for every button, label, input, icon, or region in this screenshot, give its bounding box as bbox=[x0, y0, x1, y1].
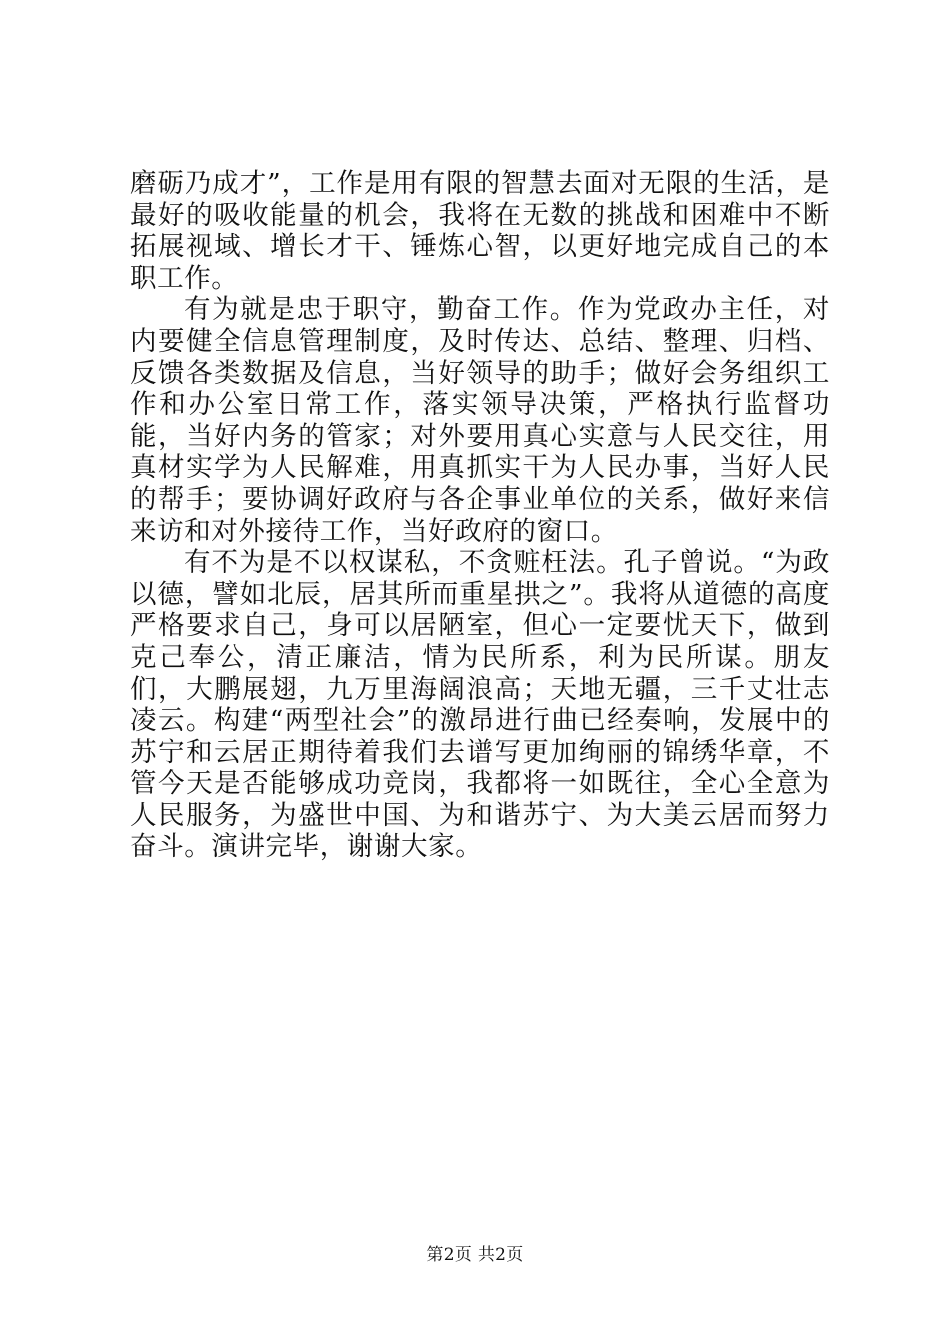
paragraph-3: 有不为是不以权谋私，不贪赃枉法。孔子曾说。“为政以德，譬如北辰，居其所而重星拱之”。我将从道德的高度严格要求自己，身可以居陋室，但心一定要忧天下，做到克己奉公，清正廉洁，情为民所系，利为民所谋。朋友们，大鹏展翅，九万里海阔浪高；天地无疆，三千丈壮志凌云。构建“两型社会”的激昂进行曲已经奏响，发展中的苏宁和云居正期待着我们去谱写更加绚丽的锦绣华章，不管今天是否能够成功竞岗，我都将一如既往，全心全意为人民服务，为盛世中国、为和谐苏宁、为大美云居而努力奋斗。演讲完毕，谢谢大家。 bbox=[130, 547, 830, 863]
paragraph-1: 磨砺乃成才”，工作是用有限的智慧去面对无限的生活，是最好的吸收能量的机会，我将在无数的挑战和困难中不断拓展视域、增长才干、锤炼心智，以更好地完成自己的本职工作。 bbox=[130, 168, 830, 294]
page-number-footer: 第2页 共2页 bbox=[426, 1245, 524, 1265]
paragraph-2: 有为就是忠于职守，勤奋工作。作为党政办主任，对内要健全信息管理制度，及时传达、总结、整理、归档、反馈各类数据及信息，当好领导的助手；做好会务组织工作和办公室日常工作，落实领导决策，严格执行监督功能，当好内务的管家；对外要用真心实意与人民交往，用真材实学为人民解难，用真抓实干为人民办事，当好人民的帮手；要协调好政府与各企事业单位的关系，做好来信来访和对外接待工作，当好政府的窗口。 bbox=[130, 294, 830, 547]
document-body bbox=[130, 168, 830, 863]
